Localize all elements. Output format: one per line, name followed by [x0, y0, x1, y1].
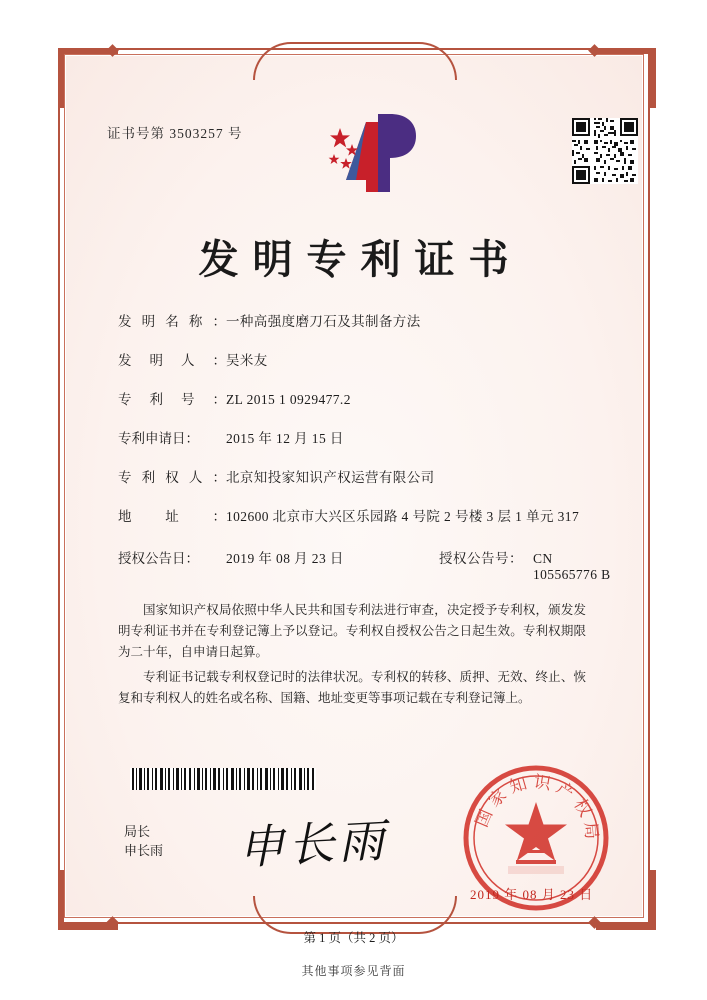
seal-date: 2019 年 08 月 23 日 — [470, 887, 594, 902]
corner-ornament-top-right — [596, 48, 656, 108]
field-value: 2019 年 08 月 23 日 — [226, 551, 344, 566]
field-value: 一种高强度磨刀石及其制备方法 — [226, 314, 421, 329]
director-name: 申长雨 — [124, 843, 164, 858]
footer-note: 其他事项参见背面 — [301, 964, 406, 978]
field-grant-announcement — [118, 547, 618, 583]
field-invention-name — [118, 310, 618, 330]
field-inventor — [118, 349, 618, 369]
field-label: 授权公告日： — [118, 551, 199, 566]
field-value: 102600 北京市大兴区乐园路 4 号院 2 号楼 3 层 1 单元 317 — [226, 509, 580, 524]
certificate-number: 证书号第 3503257 号 — [107, 126, 243, 141]
director-signature-block — [124, 822, 163, 860]
legal-paragraph-1: 国家知识产权局依照中华人民共和国专利法进行审查，决定授予专利权，颁发发明专利证书并在专利登记簿上予以登记。专利权自授权公告之日起生效。专利权期限为二十年，自申请日起算。 — [118, 603, 586, 659]
page-title: 发明专利证书 — [198, 236, 523, 283]
page-indicator: 第 1 页（共 2 页） — [303, 931, 404, 945]
field-patent-number — [118, 388, 618, 408]
field-label: 发 明 人 ： — [118, 353, 226, 368]
svg-text:国家知识产权局: 国家知识产权局 — [471, 772, 602, 846]
field-value: 2015 年 12 月 15 日 — [226, 431, 344, 446]
field-address — [118, 505, 618, 525]
cnipa-logo-icon — [322, 110, 426, 196]
certificate-fields — [118, 310, 618, 602]
legal-paragraph-2: 专利证书记载专利权登记时的法律状况。专利权的转移、质押、无效、终止、恢复和专利权人的姓名或名称、国籍、地址变更等事项记载在专利登记簿上。 — [118, 670, 586, 705]
top-center-ornament — [253, 42, 453, 68]
field-label: 专利申请日： — [118, 431, 199, 446]
corner-ornament-top-left — [58, 48, 118, 108]
field-value: 北京知投家知识产权运营有限公司 — [226, 470, 435, 485]
field-label: 专 利 权 人 ： — [118, 470, 226, 485]
field-label: 专 利 号 ： — [118, 392, 226, 407]
legal-body-text — [118, 600, 586, 713]
field-label-2: 授权公告号： — [439, 551, 523, 566]
barcode — [130, 768, 316, 790]
qr-code-icon — [572, 118, 638, 184]
field-value: ZL 2015 1 0929477.2 — [226, 392, 351, 407]
field-patentee — [118, 466, 618, 486]
director-handwritten-signature: 申长雨 — [236, 813, 390, 875]
field-value-2: CN 105565776 B — [533, 551, 611, 582]
field-value: 吴米友 — [226, 353, 268, 368]
field-label: 地 址 ： — [118, 509, 226, 524]
field-label: 发 明 名 称 ： — [118, 314, 226, 329]
field-application-date — [118, 427, 618, 447]
director-title: 局长 — [124, 824, 151, 839]
